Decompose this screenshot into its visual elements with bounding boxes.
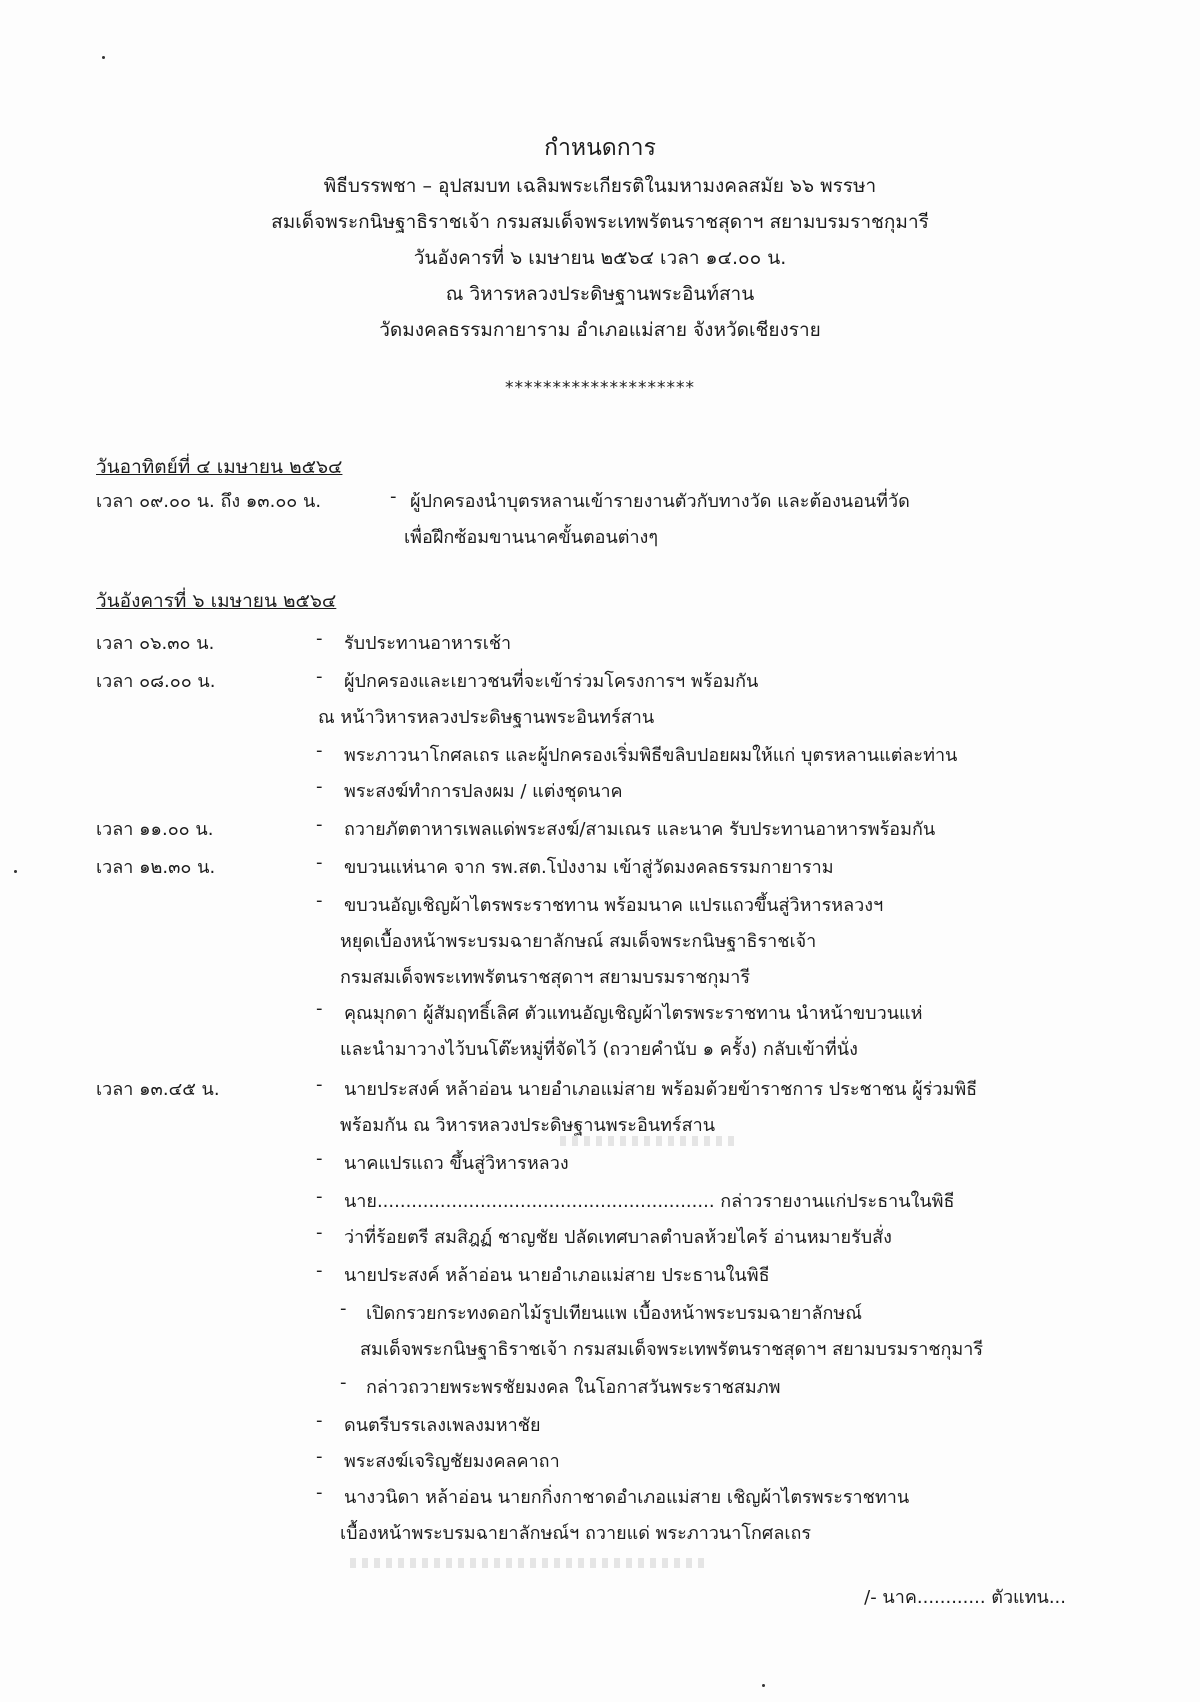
schedule-item: ถวายภัตตาหารเพลแด่พระสงฆ์/สามเณร และนาค รับประทานอาหารพร้อมกัน: [344, 819, 936, 840]
schedule-item: นาย........................................................... กล่าวรายงานแก่ประธานในพิธี: [344, 1191, 955, 1212]
schedule-item-continued: กรมสมเด็จพระเทพรัตนราชสุดาฯ สยามบรมราชกุมารี: [340, 967, 751, 988]
time-label: เวลา ๐๘.๐๐ น.: [96, 671, 216, 692]
bullet-dash: -: [316, 1074, 323, 1095]
time-label: เวลา ๐๖.๓๐ น.: [96, 633, 215, 654]
schedule-item: พระภาวนาโกศลเถร และผู้ปกครองเริ่มพิธีขลิบปอยผมให้แก่ บุตรหลานแต่ละท่าน: [344, 745, 958, 766]
bullet-dash: -: [316, 776, 323, 797]
bullet-dash: -: [316, 1410, 323, 1431]
bullet-dash: -: [316, 1222, 323, 1243]
sub-bullet-dash: -: [340, 1298, 347, 1319]
bullet-dash: -: [316, 666, 323, 687]
schedule-item-continued: เพื่อฝึกซ้อมขานนาคขั้นตอนต่างๆ: [404, 527, 659, 548]
schedule-item: นางวนิดา หล้าอ่อน นายกกิ่งกาชาดอำเภอแม่สาย เชิญผ้าไตรพระราชทาน: [344, 1487, 910, 1508]
schedule-item: นาคแปรแถว ขึ้นสู่วิหารหลวง: [344, 1153, 569, 1174]
bullet-dash: -: [316, 814, 323, 835]
time-label: เวลา ๑๓.๔๕ น.: [96, 1079, 220, 1100]
continuation-note: /- นาค............ ตัวแทน...: [864, 1587, 1066, 1608]
schedule-subitem: เปิดกรวยกระทงดอกไม้รูปเทียนแพ เบื้องหน้าพระบรมฉายาลักษณ์: [366, 1303, 862, 1324]
schedule-item: ขบวนแห่นาค จาก รพ.สต.โป่งงาม เข้าสู่วัดมงคลธรรมกายาราม: [344, 857, 834, 878]
bullet-dash: -: [316, 852, 323, 873]
section-title-tuesday: วันอังคารที่ ๖ เมษายน ๒๕๖๔: [96, 590, 337, 612]
ceremony-venue: ณ วิหารหลวงประดิษฐานพระอินท์สาน: [445, 283, 755, 305]
scan-smudge: [350, 1558, 710, 1568]
schedule-item: ผู้ปกครองนำบุตรหลานเข้ารายงานตัวกับทางวัด และต้องนอนที่วัด: [410, 491, 910, 512]
sub-bullet-dash: -: [340, 1372, 347, 1393]
scan-speck: [14, 870, 17, 873]
bullet-dash: -: [390, 486, 397, 507]
scan-smudge: [560, 1136, 740, 1146]
schedule-item: ขบวนอัญเชิญผ้าไตรพระราชทาน พร้อมนาค แปรแถวขึ้นสู่วิหารหลวงฯ: [344, 895, 884, 916]
document-title: กำหนดการ: [544, 135, 656, 161]
bullet-dash: -: [316, 1446, 323, 1467]
time-label: เวลา ๑๑.๐๐ น.: [96, 819, 214, 840]
time-label: เวลา ๑๒.๓๐ น.: [96, 857, 216, 878]
bullet-dash: -: [316, 1482, 323, 1503]
scan-speck: [102, 56, 105, 59]
ceremony-date: วันอังคารที่ ๖ เมษายน ๒๕๖๔ เวลา ๑๔.๐๐ น.: [413, 247, 787, 269]
honoree-name: สมเด็จพระกนิษฐาธิราชเจ้า กรมสมเด็จพระเทพรัตนราชสุดาฯ สยามบรมราชกุมารี: [271, 211, 929, 233]
schedule-item: รับประทานอาหารเช้า: [344, 633, 512, 654]
bullet-dash: -: [316, 998, 323, 1019]
bullet-dash: -: [316, 1260, 323, 1281]
ceremony-name: พิธีบรรพชา – อุปสมบท เฉลิมพระเกียรติในมหามงคลสมัย ๖๖ พรรษา: [323, 175, 877, 197]
schedule-item: นายประสงค์ หล้าอ่อน นายอำเภอแม่สาย ประธานในพิธี: [344, 1265, 770, 1286]
schedule-item: พระสงฆ์ทำการปลงผม / แต่งชุดนาค: [344, 781, 623, 802]
scan-speck: [762, 1684, 765, 1687]
schedule-item-continued: และนำมาวางไว้บนโต๊ะหมู่ที่จัดไว้ (ถวายคำนับ ๑ ครั้ง) กลับเข้าที่นั่ง: [340, 1039, 858, 1060]
document-header: [0, 128, 1200, 348]
ceremony-location: วัดมงคลธรรมกายาราม อำเภอแม่สาย จังหวัดเชียงราย: [379, 319, 821, 341]
asterisk-divider: ********************: [505, 378, 695, 398]
schedule-item: ผู้ปกครองและเยาวชนที่จะเข้าร่วมโครงการฯ พร้อมกัน: [344, 671, 759, 692]
schedule-item: คุณมุกดา ผู้สัมฤทธิ์เลิศ ตัวแทนอัญเชิญผ้าไตรพระราชทาน นำหน้าขบวนแห่: [344, 1003, 923, 1024]
bullet-dash: -: [316, 1186, 323, 1207]
bullet-dash: -: [316, 1148, 323, 1169]
schedule-item-continued: หยุดเบื้องหน้าพระบรมฉายาลักษณ์ สมเด็จพระกนิษฐาธิราชเจ้า: [340, 931, 817, 952]
schedule-item-continued: เบื้องหน้าพระบรมฉายาลักษณ์ฯ ถวายแด่ พระภาวนาโกศลเถร: [340, 1523, 812, 1544]
bullet-dash: -: [316, 890, 323, 911]
schedule-item-continued: ณ หน้าวิหารหลวงประดิษฐานพระอินทร์สาน: [318, 707, 655, 728]
schedule-subitem: กล่าวถวายพระพรชัยมงคล ในโอกาสวันพระราชสมภพ: [366, 1377, 781, 1398]
schedule-item: ดนตรีบรรเลงเพลงมหาชัย: [344, 1415, 541, 1436]
schedule-item: พระสงฆ์เจริญชัยมงคลคาถา: [344, 1451, 560, 1472]
schedule-subitem-continued: สมเด็จพระกนิษฐาธิราชเจ้า กรมสมเด็จพระเทพรัตนราชสุดาฯ สยามบรมราชกุมารี: [360, 1339, 984, 1360]
time-label: เวลา ๐๙.๐๐ น. ถึง ๑๓.๐๐ น.: [96, 491, 322, 512]
bullet-dash: -: [316, 628, 323, 649]
schedule-item: นายประสงค์ หล้าอ่อน นายอำเภอแม่สาย พร้อมด้วยข้าราชการ ประชาชน ผู้ร่วมพิธี: [344, 1079, 978, 1100]
schedule-item: ว่าที่ร้อยตรี สมสิฎฏ์ ชาญชัย ปลัดเทศบาลตำบลห้วยไคร้ อ่านหมายรับสั่ง: [344, 1227, 892, 1248]
schedule-item-continued: พร้อมกัน ณ วิหารหลวงประดิษฐานพระอินทร์สาน: [340, 1115, 716, 1136]
section-title-sunday: วันอาทิตย์ที่ ๔ เมษายน ๒๕๖๔: [96, 456, 343, 478]
bullet-dash: -: [316, 740, 323, 761]
